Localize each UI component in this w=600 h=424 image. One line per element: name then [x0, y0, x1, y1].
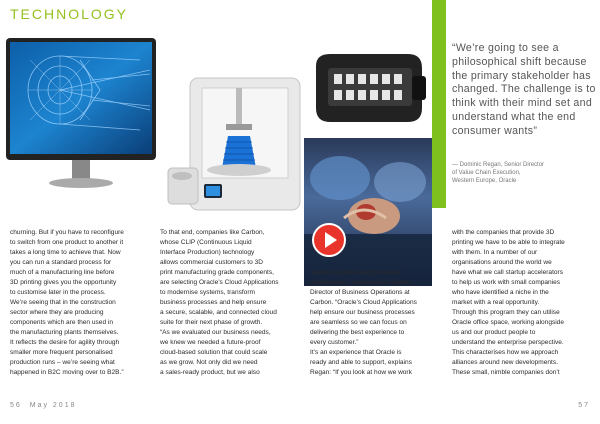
article-line: churning. But if you have to reconfigure: [10, 229, 124, 236]
article-line: you can run a standard process for: [10, 259, 112, 266]
page-number-right: 57: [578, 402, 590, 409]
article-line: Oracle office space, working alongside: [452, 319, 564, 326]
article-line: much of a manufacturing line before: [10, 269, 115, 276]
article-line: We’re seeing that in the construction: [10, 299, 116, 306]
article-line: production runs – we’re seeing what: [10, 359, 115, 366]
article-column-4: [452, 228, 594, 378]
article-line: business processes and help ensure: [160, 299, 267, 306]
article-line: have what we call startup accelerators: [452, 269, 563, 276]
article-line: whose CLIP (Continuous Liquid: [160, 239, 252, 246]
article-line: who have identified a niche in the: [452, 289, 549, 296]
article-line: to help us work with small companies: [452, 279, 561, 286]
article-line: print manufacturing grade components,: [160, 269, 274, 276]
article-line: It reflects the desire for agility through: [10, 339, 120, 346]
article-column-3: [310, 268, 442, 378]
article-line: a sales-ready product, but we also: [160, 369, 260, 376]
article-line: needed a sales-ready business: [310, 269, 401, 276]
article-line: help ensure our business processes: [310, 309, 415, 316]
article-column-2: [160, 228, 302, 378]
3d-printer-image: [160, 64, 310, 214]
article-line: are seamless so we can focus on: [310, 319, 407, 326]
section-label: TECHNOLOGY: [10, 6, 129, 22]
article-line: sector where they are producing: [10, 309, 104, 316]
article-line: Interface Production) technology: [160, 249, 255, 256]
article-line: Carbon. “Oracle’s Cloud Applications: [310, 299, 417, 306]
article-line: alliances around new developments.: [452, 359, 558, 366]
article-line: “As we evaluated our business needs,: [160, 329, 271, 336]
article-line: Through this program they can utilise: [452, 309, 560, 316]
article-line: market with a real opportunity.: [452, 299, 540, 306]
article-line: It’s an experience that Oracle is: [310, 349, 402, 356]
issue-date: May 2018: [29, 402, 77, 409]
article-line: are selecting Oracle’s Cloud Applications: [160, 279, 279, 286]
footer-left: [10, 402, 77, 409]
attribution-line-1: — Dominic Regan, Senior Director: [452, 162, 545, 168]
article-line: as we grow. Not only did we need: [160, 359, 258, 366]
article-line: Director of Business Operations at: [310, 289, 410, 296]
article-line: a secure, scalable, and connected cloud: [160, 309, 277, 316]
article-line: the manufacturing plants themselves.: [10, 329, 119, 336]
article-line: to modernise systems, transform: [160, 289, 255, 296]
article-line: with them. In a number of our: [452, 249, 538, 256]
article-line: allows commercial customers to 3D: [160, 259, 263, 266]
article-line: organisation,” asserts Chris Hutton,: [310, 279, 413, 286]
article-line: we knew we needed a future-proof: [160, 339, 261, 346]
article-line: delivering the best experience to: [310, 329, 405, 336]
article-line: This characterises how we approach: [452, 349, 559, 356]
article-line: with the companies that provide 3D: [452, 229, 555, 236]
article-line: components which are then used in: [10, 319, 113, 326]
attribution-line-2: of Value Chain Execution,: [452, 170, 521, 176]
accent-bar: [432, 0, 446, 208]
article-line: to customise later in the process.: [10, 289, 106, 296]
article-line: Regan: “If you look at how we work: [310, 369, 412, 376]
page-number-left: 56: [10, 402, 22, 409]
quote-attribution: [452, 161, 596, 185]
article-line: organisations around the world we: [452, 259, 552, 266]
article-line: suite for their next phase of growth.: [160, 319, 263, 326]
article-line: happened in B2C moving over to B2B.”: [10, 369, 124, 376]
article-line: us and our product people to: [452, 329, 536, 336]
article-line: cloud-based solution that could scale: [160, 349, 268, 356]
article-line: These small, nimble companies don’t: [452, 369, 560, 376]
attribution-line-3: Western Europe, Oracle: [452, 178, 517, 184]
article-column-1: [10, 228, 152, 378]
article-line: understand the enterprise perspective.: [452, 339, 564, 346]
article-line: ready and able to support, explains: [310, 359, 412, 366]
article-line: To that end, companies like Carbon,: [160, 229, 265, 236]
article-line: printing we have to be able to integrate: [452, 239, 565, 246]
surgery-photo: [304, 138, 432, 286]
article-line: 3D printing gives you the opportunity: [10, 279, 117, 286]
article-line: takes a long time to achieve that. Now: [10, 249, 121, 256]
pull-quote: “We’re going to see a philosophical shift because the primary stakeholder has changed. The challenge is to think with their mind set and understand what the end consumer wants”: [452, 42, 596, 137]
article-line: every customer.”: [310, 339, 359, 346]
monitor-turbine-image: [0, 30, 158, 194]
play-video-button[interactable]: [311, 222, 347, 258]
article-line: smaller more frequent personalised: [10, 349, 113, 356]
connector-image: [304, 38, 432, 138]
article-line: to switch from one product to another it: [10, 239, 124, 246]
